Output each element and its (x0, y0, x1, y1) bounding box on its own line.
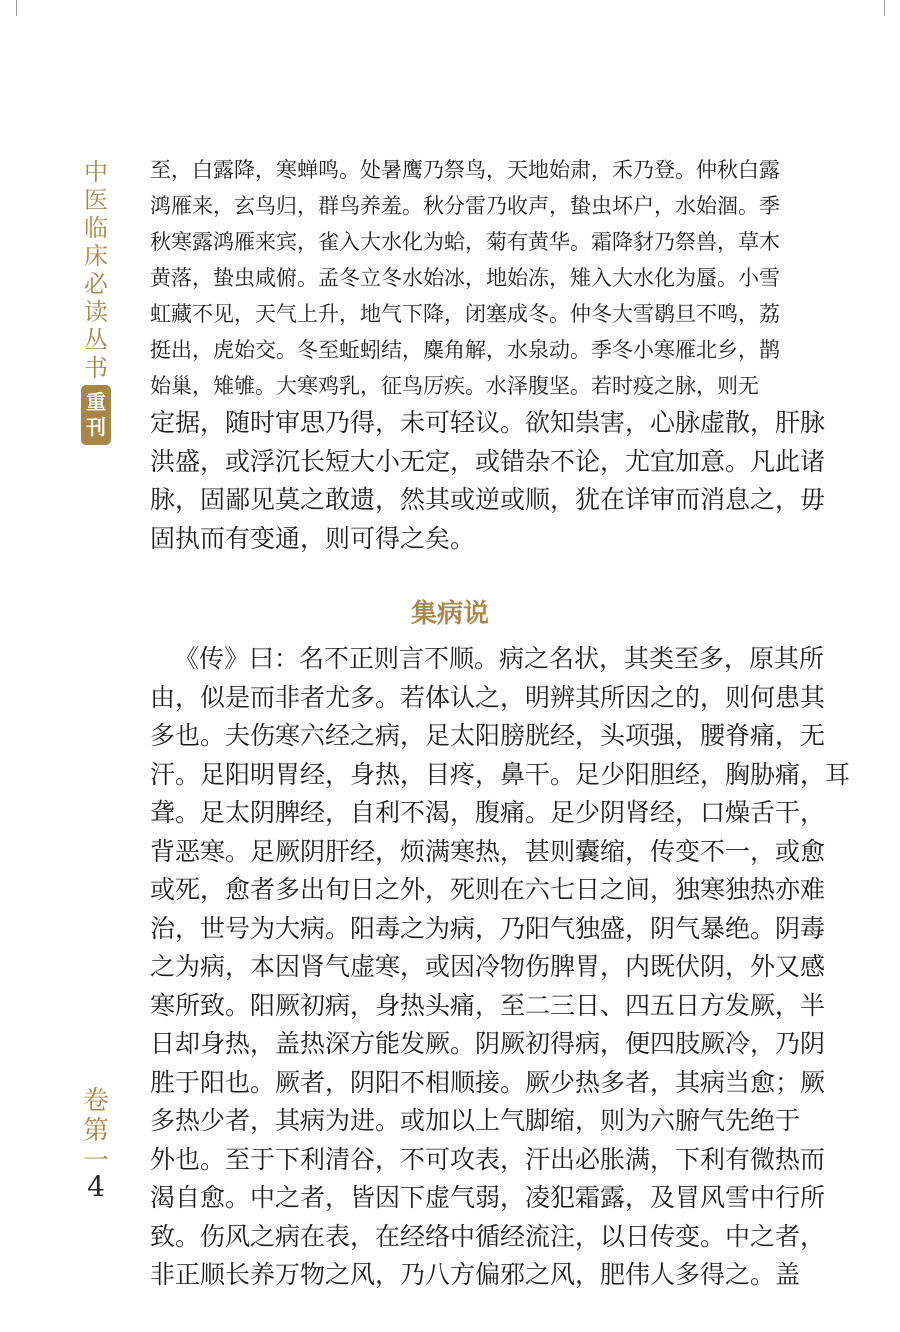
chapter-label-vertical (76, 1086, 116, 1176)
text-line: 虹藏不见，天气上升，地气下降，闭塞成冬。仲冬大雪鹖旦不鸣，荔 (150, 302, 780, 326)
text-line: 或死，愈者多出旬日之外，死则在六七日之间，独寒独热亦难 (150, 875, 826, 904)
reprint-seal (81, 385, 111, 445)
chapter-char: 第 (82, 1116, 109, 1146)
text-line: 外也。至于下利清谷，不可攻表，汗出必胀满，下利有微热而 (150, 1144, 826, 1174)
text-line: 定据，随时审思乃得，未可轻议。欲知祟害，心脉虚散，肝脉 (150, 408, 826, 437)
text-line: 挺出，虎始交。冬至蚯蚓结，麋角解，水泉动。季冬小寒雁北乡，鹊 (150, 338, 780, 362)
text-line: 背恶寒。足厥阴肝经，烦满寒热，甚则囊缩，传变不一，或愈 (150, 836, 826, 866)
text-line: 固执而有变通，则可得之矣。 (150, 523, 476, 553)
paragraph-continuation (150, 404, 826, 558)
text-line: 寒所致。阳厥初病，身热头痛，至二三日、四五日方发厥，半 (150, 990, 826, 1020)
series-char: 医 (84, 186, 108, 214)
text-line: 渴自愈。中之者，皆因下虚气弱，凌犯霜露，及冒风雪中行所 (150, 1183, 826, 1212)
text-line: 汗。足阳明胃经，身热，目疼，鼻干。足少阳胆经，胸胁痛，耳 (150, 759, 851, 789)
series-title-vertical (76, 158, 116, 445)
page-body (150, 152, 851, 1295)
text-line: 《传》曰：名不正则言不顺。病之名状，其类至多，原其所 (174, 644, 825, 673)
series-char: 书 (84, 354, 108, 382)
series-char: 中 (84, 158, 108, 186)
paragraph-section (150, 640, 851, 1295)
chapter-char: 一 (82, 1146, 109, 1176)
paragraph-small-text (150, 152, 780, 404)
series-char: 丛 (84, 326, 108, 354)
text-line: 治，世号为大病。阳毒之为病，乃阳气独盛，阴气暴绝。阴毒 (150, 913, 826, 943)
series-char: 床 (84, 242, 108, 270)
series-char: 读 (84, 298, 108, 326)
section-title: 集病说 (410, 599, 489, 629)
text-line: 黄落，蛰虫咸俯。孟冬立冬水始冰，地始冻，雉入大水化为蜃。小雪 (150, 266, 780, 290)
text-line: 多热少者，其病为进。或加以上气脚缩，则为六腑气先绝于 (150, 1106, 801, 1135)
seal-char: 重 (86, 390, 106, 414)
text-line: 洪盛，或浮沉长短大小无定，或错杂不论，尤宜加意。凡此诸 (150, 446, 826, 476)
text-line: 日却身热，盖热深方能发厥。阴厥初得病，便四肢厥冷，乃阴 (150, 1029, 826, 1058)
text-line: 由，似是而非者尤多。若体认之，明辨其所因之的，则何患其 (150, 682, 826, 712)
crop-mark-right (884, 0, 885, 16)
seal-char: 刊 (86, 415, 106, 439)
text-line: 致。伤风之病在表，在经络中循经流注，以日传变。中之者， (150, 1221, 826, 1251)
page-number: 4 (87, 1170, 105, 1203)
text-line: 非正顺长养万物之风，乃八方偏邪之风，肥伟人多得之。盖 (150, 1260, 801, 1289)
text-line: 始巢，雉雊。大寒鸡乳，征鸟厉疾。水泽腹坚。若时疫之脉，则无 (150, 374, 759, 398)
text-line: 胜于阳也。厥者，阴阳不相顺接。厥少热多者，其病当愈；厥 (150, 1067, 826, 1097)
crop-mark-left (16, 0, 17, 16)
series-char: 必 (84, 270, 108, 298)
text-line: 多也。夫伤寒六经之病，足太阳膀胱经，头项强，腰脊痛，无 (150, 721, 826, 750)
text-line: 鸿雁来，玄鸟归，群鸟养羞。秋分雷乃收声，蛰虫坏户，水始涸。季 (150, 194, 780, 218)
text-line: 至，白露降，寒蝉鸣。处暑鹰乃祭鸟，天地始肃，禾乃登。仲秋白露 (150, 158, 780, 182)
chapter-char: 卷 (82, 1086, 109, 1116)
text-line: 聋。足太阴脾经，自利不渴，腹痛。足少阴肾经，口燥舌干， (150, 798, 826, 827)
text-line: 脉，固鄙见莫之敢遗，然其或逆或顺，犹在详审而消息之，毋 (150, 485, 826, 514)
text-line: 秋寒露鸿雁来宾，雀入大水化为蛤，菊有黄华。霜降豺乃祭兽，草木 (150, 230, 780, 254)
series-char: 临 (84, 214, 108, 242)
text-line: 之为病，本因肾气虚寒，或因冷物伤脾胃，内既伏阴，外又感 (150, 952, 826, 981)
